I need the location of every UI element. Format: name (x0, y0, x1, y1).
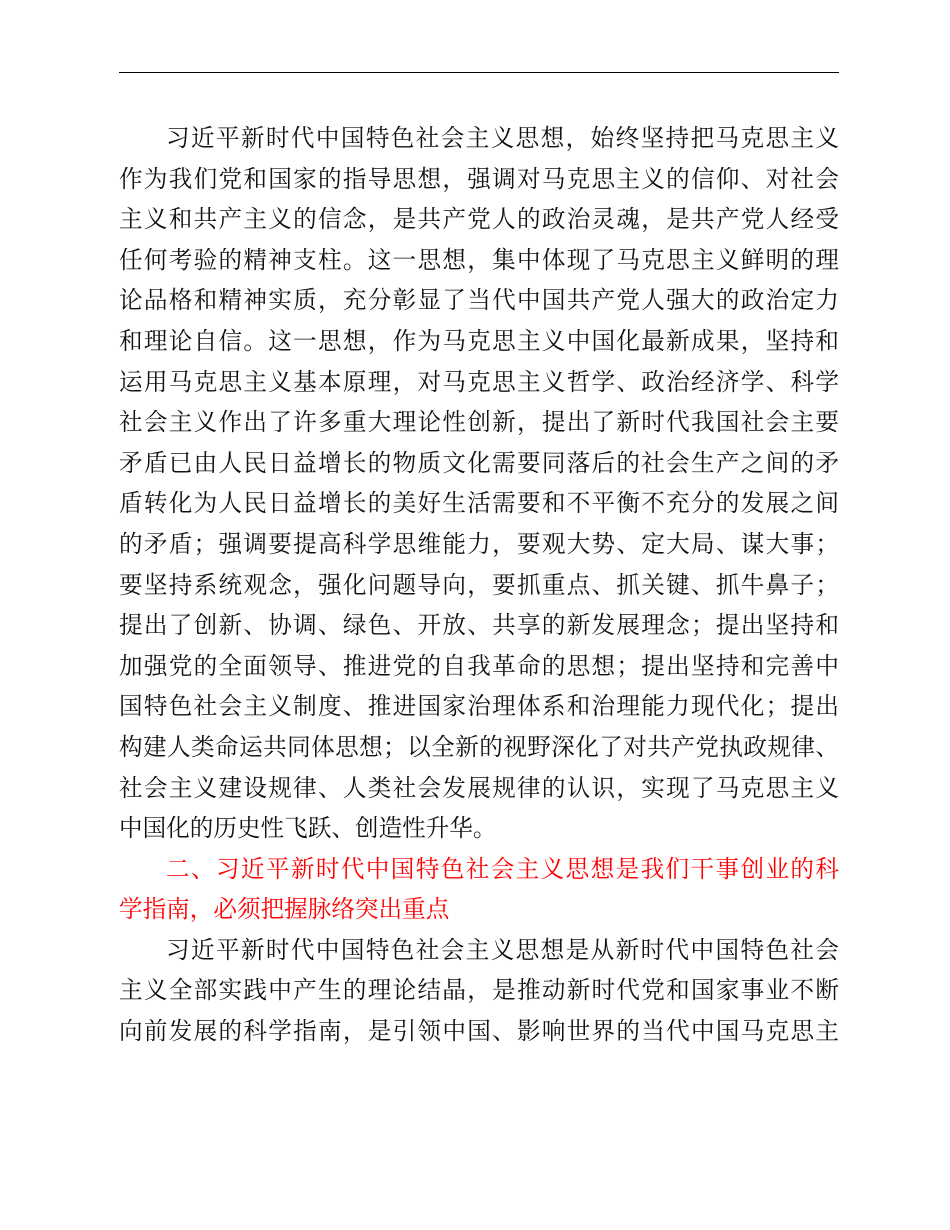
text-line: 和理论自信。这一思想，作为马克思主义中国化最新成果，坚持和 (119, 326, 839, 355)
text-line: 要坚持系统观念，强化问题导向，要抓重点、抓关键、抓牛鼻子； (119, 570, 839, 599)
text-line: 中国化的历史性飞跃、创造性升华。 (119, 814, 497, 843)
header-rule (119, 72, 839, 73)
text-line: 向前发展的科学指南，是引领中国、影响世界的当代中国马克思主 (119, 1017, 839, 1046)
paragraph-1 (119, 118, 839, 849)
text-line: 提出了创新、协调、绿色、开放、共享的新发展理念；提出坚持和 (119, 611, 839, 640)
text-line: 的矛盾；强调要提高科学思维能力，要观大势、定大局、谋大事； (119, 529, 839, 558)
text-line: 论品格和精神实质，充分彰显了当代中国共产党人强大的政治定力 (119, 286, 839, 315)
heading-line: 二、习近平新时代中国特色社会主义思想是我们干事创业的科 (166, 854, 839, 883)
section-heading (119, 849, 839, 930)
text-line: 社会主义作出了许多重大理论性创新，提出了新时代我国社会主要 (119, 408, 839, 437)
text-line: 习近平新时代中国特色社会主义思想，始终坚持把马克思主义 (166, 124, 839, 152)
text-line: 社会主义建设规律、人类社会发展规律的认识，实现了马克思主义 (119, 773, 839, 802)
document-body (119, 118, 839, 1052)
paragraph-2 (119, 930, 839, 1052)
text-line: 主义和共产主义的信念，是共产党人的政治灵魂，是共产党人经受 (119, 205, 839, 234)
text-line: 习近平新时代中国特色社会主义思想是从新时代中国特色社会 (166, 935, 839, 964)
text-line: 运用马克思主义基本原理，对马克思主义哲学、政治经济学、科学 (119, 367, 839, 396)
text-line: 加强党的全面领导、推进党的自我革命的思想；提出坚持和完善中 (119, 651, 839, 680)
text-line: 主义全部实践中产生的理论结晶，是推动新时代党和国家事业不断 (119, 976, 839, 1005)
text-line: 构建人类命运共同体思想；以全新的视野深化了对共产党执政规律、 (119, 732, 839, 761)
text-line: 作为我们党和国家的指导思想，强调对马克思主义的信仰、对社会 (119, 164, 839, 193)
heading-line: 学指南，必须把握脉络突出重点 (119, 895, 450, 924)
text-line: 盾转化为人民日益增长的美好生活需要和不平衡不充分的发展之间 (119, 489, 839, 518)
text-line: 国特色社会主义制度、推进国家治理体系和治理能力现代化；提出 (119, 692, 839, 721)
text-line: 任何考验的精神支柱。这一思想，集中体现了马克思主义鲜明的理 (119, 245, 839, 274)
text-line: 矛盾已由人民日益增长的物质文化需要同落后的社会生产之间的矛 (119, 448, 839, 477)
